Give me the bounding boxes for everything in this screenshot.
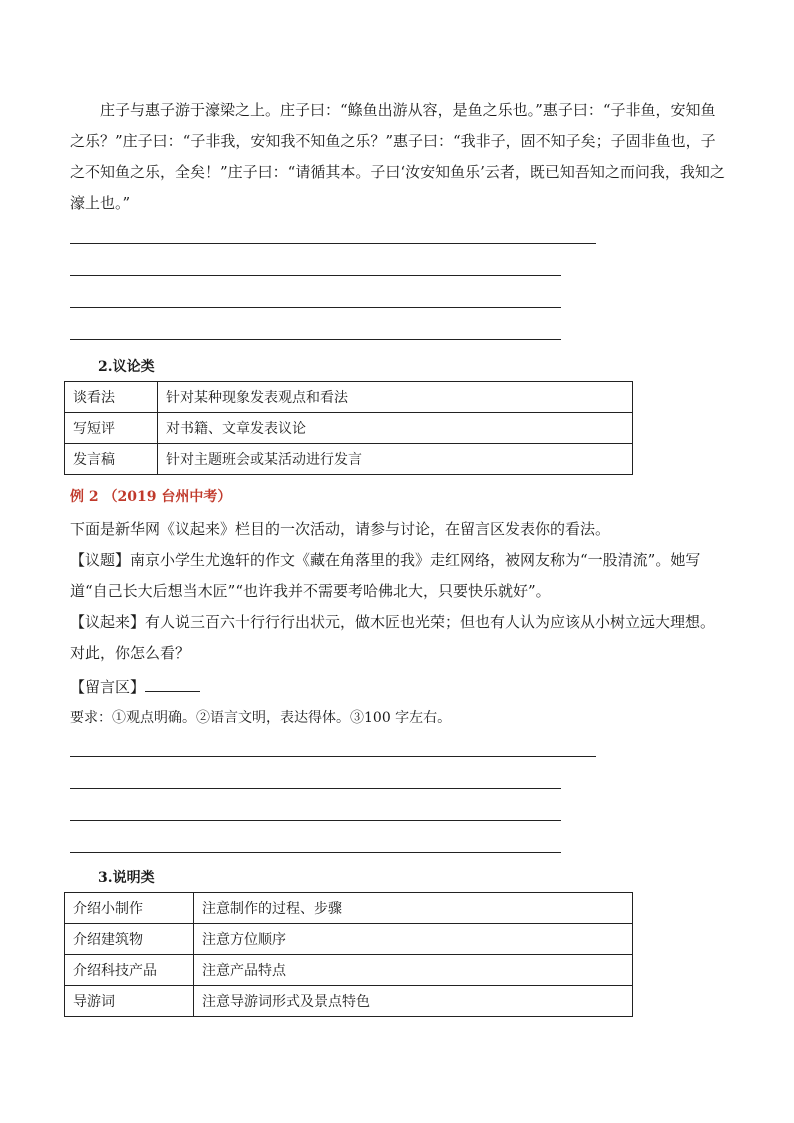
requirements-text: 要求：①观点明确。②语言文明，表达得体。③100 字左右。	[70, 710, 452, 726]
answer-line[interactable]	[70, 788, 561, 789]
answer-line[interactable]	[70, 307, 561, 308]
type-cell: 谈看法	[65, 382, 158, 413]
desc-cell: 注意导游词形式及景点特色	[194, 986, 633, 1017]
answer-line[interactable]	[70, 852, 561, 853]
argument-table	[64, 381, 633, 475]
desc-cell: 针对主题班会或某活动进行发言	[158, 444, 633, 475]
type-cell: 介绍科技产品	[65, 955, 194, 986]
comment-label: 【留言区】	[70, 678, 146, 696]
desc-cell: 注意制作的过程、步骤	[194, 893, 633, 924]
comment-area	[70, 676, 200, 697]
section-heading-argument: 2.议论类	[98, 359, 155, 375]
answer-line[interactable]	[70, 339, 561, 340]
answer-line[interactable]	[70, 756, 596, 757]
answer-line[interactable]	[70, 275, 561, 276]
comment-blank[interactable]	[145, 677, 200, 692]
table-row	[65, 413, 633, 444]
table-row	[65, 924, 633, 955]
type-cell: 导游词	[65, 986, 194, 1017]
desc-cell: 注意产品特点	[194, 955, 633, 986]
passage-text: 庄子与惠子游于濠梁之上。庄子曰：“鲦鱼出游从容，是鱼之乐也。”惠子曰：“子非鱼，安知鱼之乐？”庄子曰：“子非我，安知我不知鱼之乐？”惠子曰：“我非子，固不知子矣；子固非鱼也，子之不知鱼之乐，全矣！”庄子曰：“请循其本。子曰‘汝安知鱼乐’云者，既已知吾知之而问我，我知之濠上也。”	[70, 101, 725, 212]
answer-line[interactable]	[70, 243, 596, 244]
example-title: 例 2 （2019 台州中考）	[70, 489, 232, 505]
example-intro: 下面是新华网《议起来》栏目的一次活动，请参与讨论，在留言区发表你的看法。	[70, 520, 611, 538]
table-row	[65, 893, 633, 924]
desc-cell: 对书籍、文章发表议论	[158, 413, 633, 444]
section-heading-explanation: 3.说明类	[98, 870, 155, 886]
table-row	[65, 955, 633, 986]
explanation-table	[64, 892, 633, 1017]
type-cell: 介绍小制作	[65, 893, 194, 924]
answer-line[interactable]	[70, 820, 561, 821]
example-topic: 【议题】南京小学生尤逸轩的作文《藏在角落里的我》走红网络，被网友称为“一股清流”。她写道“自己长大后想当木匠”“也许我并不需要考哈佛北大，只要快乐就好”。	[70, 551, 701, 600]
table-row	[65, 444, 633, 475]
table-row	[65, 986, 633, 1017]
desc-cell: 注意方位顺序	[194, 924, 633, 955]
type-cell: 写短评	[65, 413, 158, 444]
type-cell: 发言稿	[65, 444, 158, 475]
table-row	[65, 382, 633, 413]
example-discuss: 【议起来】有人说三百六十行行行出状元，做木匠也光荣；但也有人认为应该从小树立远大理想。对此，你怎么看？	[70, 613, 716, 662]
desc-cell: 针对某种现象发表观点和看法	[158, 382, 633, 413]
type-cell: 介绍建筑物	[65, 924, 194, 955]
